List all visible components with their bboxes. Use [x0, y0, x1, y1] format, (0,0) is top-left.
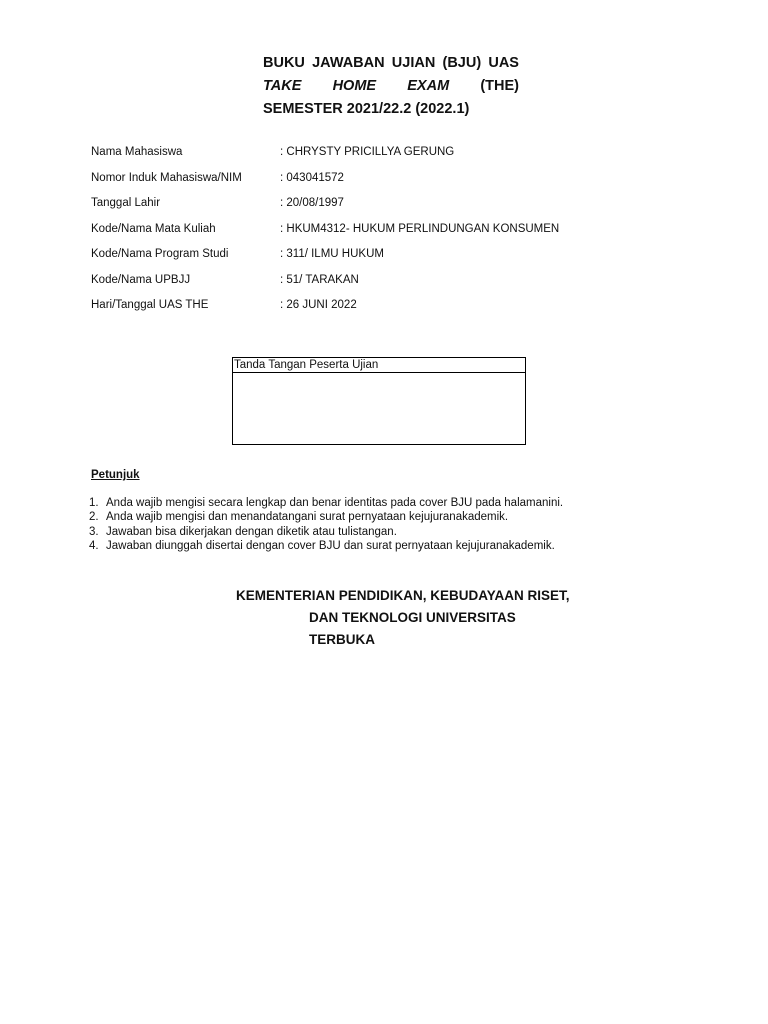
title-line-2: [263, 75, 519, 98]
info-label: Tanggal Lahir: [91, 197, 161, 209]
instructions-heading: Petunjuk: [91, 469, 140, 481]
info-value: : 51/ TARAKAN: [280, 273, 359, 286]
instructions-list: [89, 496, 563, 553]
info-value: : 043041572: [280, 171, 344, 184]
info-label: Kode/Nama UPBJJ: [91, 273, 191, 286]
title-word: HOME: [332, 78, 377, 94]
title-line-1: [263, 52, 519, 75]
title-word: (THE): [480, 78, 519, 94]
list-text: Jawaban diunggah disertai dengan cover BJU dan surat pernyataan kejujuranakademik.: [106, 539, 555, 552]
info-value: : 20/08/1997: [280, 197, 344, 209]
list-item: [89, 510, 563, 524]
title-word: JAWABAN: [312, 55, 385, 71]
ministry-line-2: DAN TEKNOLOGI UNIVERSITAS: [309, 610, 516, 625]
title-word: UAS: [488, 55, 519, 71]
info-value: : 311/ ILMU HUKUM: [280, 248, 384, 260]
title-word: EXAM: [407, 78, 450, 94]
list-text: Anda wajib mengisi secara lengkap dan benar identitas pada cover BJU pada halamanini.: [106, 497, 564, 509]
ministry-footer: [236, 585, 570, 651]
info-label: Hari/Tanggal UAS THE: [91, 299, 209, 311]
info-label: Kode/Nama Mata Kuliah: [91, 222, 216, 235]
title-word: BUKU: [263, 55, 305, 71]
title-word: (BJU): [442, 55, 482, 71]
info-label: Nama Mahasiswa: [91, 146, 183, 158]
title-line-3: SEMESTER 2021/22.2 (2022.1): [263, 101, 470, 117]
list-text: Jawaban bisa dikerjakan dengan diketik atau tulistangan.: [106, 525, 397, 538]
list-number: 4.: [89, 539, 99, 552]
info-label: Kode/Nama Program Studi: [91, 248, 229, 260]
info-value: : CHRYSTY PRICILLYA GERUNG: [280, 146, 455, 158]
document-title: [263, 52, 519, 121]
ministry-line-1: KEMENTERIAN PENDIDIKAN, KEBUDAYAAN RISET,: [236, 588, 570, 603]
info-value: : 26 JUNI 2022: [280, 299, 357, 311]
signature-label: Tanda Tangan Peserta Ujian: [233, 358, 525, 373]
list-number: 3.: [89, 525, 99, 538]
title-word: UJIAN: [391, 55, 436, 71]
signature-box: [232, 357, 526, 445]
info-value: : HKUM4312- HUKUM PERLINDUNGAN KONSUMEN: [280, 222, 560, 235]
info-label: Nomor Induk Mahasiswa/NIM: [91, 171, 242, 184]
ministry-line-3: TERBUKA: [309, 632, 375, 647]
list-item: [89, 525, 563, 539]
list-item: [89, 539, 563, 553]
list-number: 2.: [89, 511, 99, 524]
list-item: [89, 496, 563, 510]
list-number: 1.: [89, 497, 99, 509]
list-text: Anda wajib mengisi dan menandatangani surat pernyataan kejujuranakademik.: [106, 511, 509, 524]
title-word: TAKE: [263, 78, 302, 94]
